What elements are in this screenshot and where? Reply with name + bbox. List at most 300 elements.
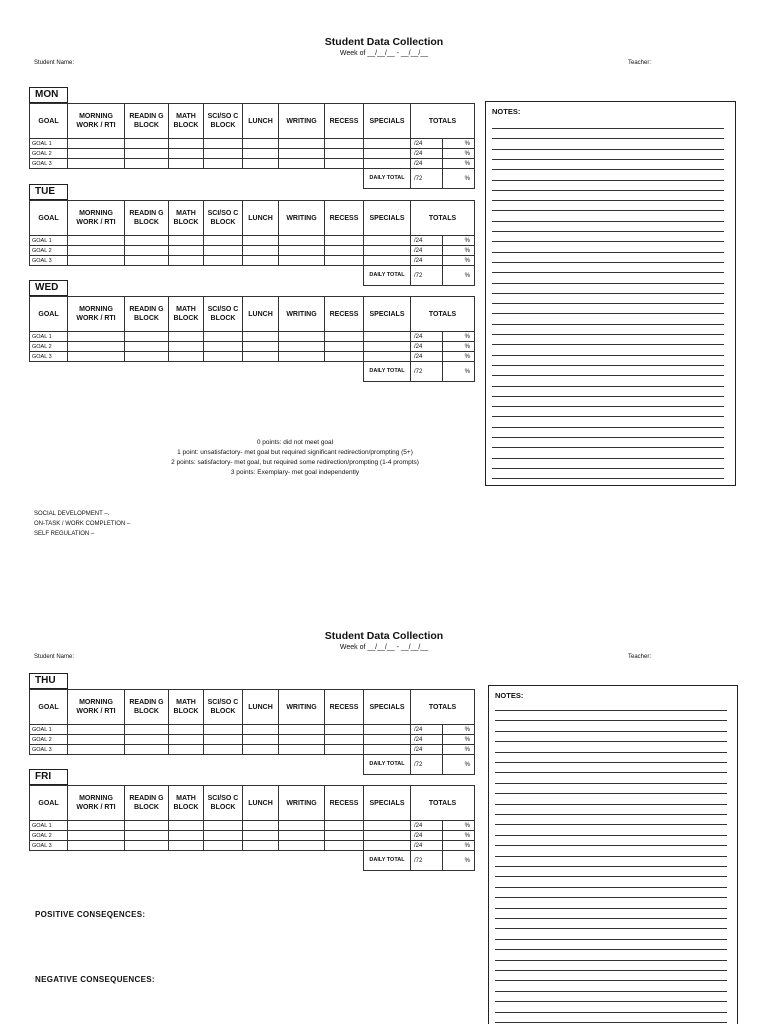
row-percent: % — [443, 149, 475, 159]
score-cell[interactable] — [204, 139, 243, 149]
daily-total-value: /72 — [411, 851, 443, 871]
daily-total-percent: % — [443, 169, 475, 189]
row-total: /24 — [411, 841, 443, 851]
goal-row — [30, 725, 475, 735]
score-cell[interactable] — [68, 256, 125, 266]
notes-line — [492, 375, 724, 376]
column-header: LUNCH — [243, 786, 279, 821]
score-cell[interactable] — [325, 821, 364, 831]
page-title-2: Student Data Collection — [324, 630, 444, 642]
goal-row — [30, 352, 475, 362]
column-header: TOTALS — [411, 201, 475, 236]
notes-line — [492, 128, 724, 129]
score-cell[interactable] — [169, 841, 204, 851]
column-header: LUNCH — [243, 201, 279, 236]
row-total: /24 — [411, 256, 443, 266]
daily-total-percent: % — [443, 362, 475, 382]
notes-line — [492, 416, 724, 417]
goal-row — [30, 246, 475, 256]
column-header: LUNCH — [243, 297, 279, 332]
notes-box-2 — [488, 685, 738, 1024]
score-cell[interactable] — [279, 735, 325, 745]
day-label-days_page1.0: MON — [29, 87, 68, 103]
column-header: MORNING WORK / RTI — [68, 297, 125, 332]
score-cell[interactable] — [204, 332, 243, 342]
row-percent: % — [443, 246, 475, 256]
score-cell[interactable] — [325, 745, 364, 755]
score-cell[interactable] — [243, 149, 279, 159]
spacer — [30, 266, 364, 286]
notes-line — [495, 720, 727, 721]
score-cell[interactable] — [243, 735, 279, 745]
goal-label: GOAL 3 — [30, 159, 68, 169]
score-cell[interactable] — [279, 159, 325, 169]
score-cell[interactable] — [325, 246, 364, 256]
row-percent: % — [443, 841, 475, 851]
goal-row — [30, 256, 475, 266]
column-header: READIN G BLOCK — [125, 690, 169, 725]
daily-total-value: /72 — [411, 169, 443, 189]
column-header: LUNCH — [243, 690, 279, 725]
score-cell[interactable] — [68, 342, 125, 352]
score-cell[interactable] — [169, 352, 204, 362]
row-percent: % — [443, 352, 475, 362]
notes-label-2: NOTES: — [495, 691, 524, 700]
score-cell[interactable] — [325, 342, 364, 352]
column-header: READIN G BLOCK — [125, 104, 169, 139]
score-cell[interactable] — [125, 841, 169, 851]
score-cell[interactable] — [364, 159, 411, 169]
day-table — [29, 103, 475, 189]
column-header: RECESS — [325, 690, 364, 725]
score-cell[interactable] — [125, 139, 169, 149]
row-total: /24 — [411, 332, 443, 342]
notes-line — [492, 344, 724, 345]
notes-line — [495, 845, 727, 846]
score-cell[interactable] — [279, 139, 325, 149]
row-total: /24 — [411, 149, 443, 159]
score-cell[interactable] — [169, 745, 204, 755]
notes-line — [492, 262, 724, 263]
column-header: TOTALS — [411, 690, 475, 725]
day-table — [29, 785, 475, 871]
score-cell[interactable] — [204, 159, 243, 169]
column-header: SPECIALS — [364, 201, 411, 236]
goal-row — [30, 841, 475, 851]
notes-line — [492, 334, 724, 335]
row-total: /24 — [411, 725, 443, 735]
score-cell[interactable] — [325, 352, 364, 362]
goal-label: GOAL 1 — [30, 821, 68, 831]
score-cell[interactable] — [243, 236, 279, 246]
notes-line — [492, 231, 724, 232]
goal-row — [30, 332, 475, 342]
column-header: SCI/SO C BLOCK — [204, 201, 243, 236]
score-cell[interactable] — [243, 725, 279, 735]
score-cell[interactable] — [279, 841, 325, 851]
points-legend — [0, 438, 590, 478]
legend-line: 0 points: did not meet goal — [256, 439, 334, 446]
daily-total-label: DAILY TOTAL — [364, 755, 411, 775]
notes-line — [492, 478, 724, 479]
notes-line — [492, 406, 724, 407]
notes-box — [485, 101, 736, 486]
column-header: GOAL — [30, 690, 68, 725]
score-cell[interactable] — [68, 246, 125, 256]
score-cell[interactable] — [169, 149, 204, 159]
column-header: MATH BLOCK — [169, 297, 204, 332]
score-cell[interactable] — [68, 236, 125, 246]
goal-categories — [34, 509, 130, 539]
row-percent: % — [443, 159, 475, 169]
goal-row — [30, 139, 475, 149]
row-percent: % — [443, 745, 475, 755]
score-cell[interactable] — [364, 236, 411, 246]
notes-line — [495, 835, 727, 836]
notes-line — [492, 427, 724, 428]
notes-line — [495, 949, 727, 950]
page-title: Student Data Collection — [324, 36, 444, 48]
score-cell[interactable] — [68, 149, 125, 159]
score-cell[interactable] — [169, 735, 204, 745]
score-cell[interactable] — [243, 342, 279, 352]
score-cell[interactable] — [364, 831, 411, 841]
score-cell[interactable] — [68, 159, 125, 169]
notes-line — [492, 180, 724, 181]
score-cell[interactable] — [364, 725, 411, 735]
goal-row — [30, 342, 475, 352]
score-cell[interactable] — [125, 342, 169, 352]
score-cell[interactable] — [279, 342, 325, 352]
score-cell[interactable] — [279, 236, 325, 246]
notes-line — [492, 386, 724, 387]
goal-row — [30, 821, 475, 831]
notes-line — [495, 741, 727, 742]
column-header: MORNING WORK / RTI — [68, 104, 125, 139]
score-cell[interactable] — [364, 342, 411, 352]
column-header: TOTALS — [411, 104, 475, 139]
day-table — [29, 200, 475, 286]
column-header: TOTALS — [411, 786, 475, 821]
column-header: GOAL — [30, 201, 68, 236]
score-cell[interactable] — [68, 352, 125, 362]
notes-line — [492, 241, 724, 242]
notes-line — [495, 960, 727, 961]
score-cell[interactable] — [68, 831, 125, 841]
goal-row — [30, 149, 475, 159]
score-cell[interactable] — [125, 821, 169, 831]
score-cell[interactable] — [364, 149, 411, 159]
daily-total-value: /72 — [411, 266, 443, 286]
notes-line — [492, 293, 724, 294]
score-cell[interactable] — [125, 256, 169, 266]
goal-label: GOAL 3 — [30, 256, 68, 266]
category-social: SOCIAL DEVELOPMENT –. — [34, 511, 110, 517]
column-header: SCI/SO C BLOCK — [204, 690, 243, 725]
score-cell[interactable] — [68, 745, 125, 755]
score-cell[interactable] — [325, 735, 364, 745]
score-cell[interactable] — [204, 246, 243, 256]
score-cell[interactable] — [243, 745, 279, 755]
score-cell[interactable] — [325, 725, 364, 735]
notes-line — [495, 710, 727, 711]
goal-row — [30, 831, 475, 841]
goal-label: GOAL 3 — [30, 352, 68, 362]
score-cell[interactable] — [204, 352, 243, 362]
score-cell[interactable] — [68, 139, 125, 149]
row-percent: % — [443, 735, 475, 745]
goal-row — [30, 236, 475, 246]
row-total: /24 — [411, 236, 443, 246]
row-total: /24 — [411, 246, 443, 256]
score-cell[interactable] — [243, 821, 279, 831]
score-cell[interactable] — [364, 139, 411, 149]
daily-total-value: /72 — [411, 755, 443, 775]
column-header: SPECIALS — [364, 786, 411, 821]
score-cell[interactable] — [125, 745, 169, 755]
score-cell[interactable] — [204, 841, 243, 851]
score-cell[interactable] — [325, 831, 364, 841]
score-cell[interactable] — [243, 841, 279, 851]
score-cell[interactable] — [204, 821, 243, 831]
score-cell[interactable] — [125, 246, 169, 256]
goal-label: GOAL 2 — [30, 831, 68, 841]
notes-line — [495, 908, 727, 909]
column-header: RECESS — [325, 201, 364, 236]
row-percent: % — [443, 725, 475, 735]
score-cell[interactable] — [325, 139, 364, 149]
score-cell[interactable] — [243, 139, 279, 149]
notes-line — [495, 980, 727, 981]
score-cell[interactable] — [243, 332, 279, 342]
score-cell[interactable] — [325, 149, 364, 159]
goal-row — [30, 159, 475, 169]
notes-line — [495, 897, 727, 898]
score-cell[interactable] — [364, 821, 411, 831]
spacer — [30, 755, 364, 775]
column-header: MATH BLOCK — [169, 104, 204, 139]
score-cell[interactable] — [279, 246, 325, 256]
positive-consequences-label: POSITIVE CONSEQENCES: — [35, 910, 146, 919]
row-total: /24 — [411, 735, 443, 745]
score-cell[interactable] — [243, 246, 279, 256]
notes-line — [495, 876, 727, 877]
legend-line: 1 point: unsatisfactory- met goal but required significant redirection/prompting (5+) — [177, 449, 413, 456]
score-cell[interactable] — [279, 725, 325, 735]
score-cell[interactable] — [364, 745, 411, 755]
goal-label: GOAL 2 — [30, 342, 68, 352]
score-cell[interactable] — [68, 841, 125, 851]
column-header: WRITING — [279, 104, 325, 139]
column-header: READIN G BLOCK — [125, 201, 169, 236]
day-label-days_page2.0: THU — [29, 673, 68, 689]
daily-total-percent: % — [443, 851, 475, 871]
row-total: /24 — [411, 159, 443, 169]
score-cell[interactable] — [169, 725, 204, 735]
notes-line — [495, 856, 727, 857]
score-cell[interactable] — [204, 342, 243, 352]
notes-line — [492, 272, 724, 273]
score-cell[interactable] — [125, 236, 169, 246]
column-header: RECESS — [325, 104, 364, 139]
row-total: /24 — [411, 821, 443, 831]
column-header: WRITING — [279, 786, 325, 821]
score-cell[interactable] — [279, 149, 325, 159]
row-percent: % — [443, 256, 475, 266]
daily-total-label: DAILY TOTAL — [364, 266, 411, 286]
category-self-regulation: SELF REGULATION – — [34, 531, 95, 537]
score-cell[interactable] — [68, 725, 125, 735]
score-cell[interactable] — [325, 256, 364, 266]
score-cell[interactable] — [169, 342, 204, 352]
score-cell[interactable] — [364, 332, 411, 342]
score-cell[interactable] — [125, 159, 169, 169]
column-header: GOAL — [30, 786, 68, 821]
day-label-days_page1.1: TUE — [29, 184, 68, 200]
category-on-task: ON-TASK / WORK COMPLETION – — [34, 521, 131, 527]
score-cell[interactable] — [204, 149, 243, 159]
score-cell[interactable] — [68, 735, 125, 745]
student-name-label-2: Student Name: — [34, 654, 75, 660]
row-total: /24 — [411, 745, 443, 755]
notes-line — [495, 814, 727, 815]
notes-line — [492, 324, 724, 325]
score-cell[interactable] — [68, 332, 125, 342]
score-cell[interactable] — [169, 831, 204, 841]
notes-line — [495, 970, 727, 971]
daily-total-label: DAILY TOTAL — [364, 362, 411, 382]
score-cell[interactable] — [204, 831, 243, 841]
score-cell[interactable] — [169, 159, 204, 169]
daily-total-percent: % — [443, 755, 475, 775]
score-cell[interactable] — [169, 236, 204, 246]
score-cell[interactable] — [325, 332, 364, 342]
row-percent: % — [443, 342, 475, 352]
score-cell[interactable] — [125, 352, 169, 362]
daily-total-value: /72 — [411, 362, 443, 382]
score-cell[interactable] — [125, 149, 169, 159]
legend-line: 3 points: Exemplary- met goal independently — [230, 469, 360, 476]
notes-line — [495, 866, 727, 867]
row-total: /24 — [411, 139, 443, 149]
score-cell[interactable] — [204, 735, 243, 745]
score-cell[interactable] — [204, 725, 243, 735]
column-header: MORNING WORK / RTI — [68, 690, 125, 725]
score-cell[interactable] — [364, 352, 411, 362]
column-header: WRITING — [279, 297, 325, 332]
row-total: /24 — [411, 342, 443, 352]
score-cell[interactable] — [125, 735, 169, 745]
notes-line — [495, 1001, 727, 1002]
goal-label: GOAL 1 — [30, 139, 68, 149]
spacer — [30, 169, 364, 189]
score-cell[interactable] — [325, 159, 364, 169]
score-cell[interactable] — [279, 332, 325, 342]
row-percent: % — [443, 332, 475, 342]
goal-label: GOAL 1 — [30, 236, 68, 246]
goal-row — [30, 735, 475, 745]
notes-line — [492, 365, 724, 366]
notes-line — [495, 752, 727, 753]
notes-line — [495, 783, 727, 784]
row-total: /24 — [411, 831, 443, 841]
score-cell[interactable] — [169, 246, 204, 256]
negative-consequences-label: NEGATIVE CONSEQUENCES: — [35, 975, 155, 984]
row-percent: % — [443, 139, 475, 149]
column-header: MATH BLOCK — [169, 690, 204, 725]
goal-label: GOAL 1 — [30, 332, 68, 342]
score-cell[interactable] — [204, 236, 243, 246]
score-cell[interactable] — [364, 256, 411, 266]
row-total: /24 — [411, 352, 443, 362]
notes-line — [492, 355, 724, 356]
score-cell[interactable] — [325, 841, 364, 851]
notes-line — [492, 138, 724, 139]
score-cell[interactable] — [325, 236, 364, 246]
notes-line — [492, 210, 724, 211]
goal-label: GOAL 2 — [30, 149, 68, 159]
score-cell[interactable] — [125, 725, 169, 735]
notes-line — [495, 1012, 727, 1013]
score-cell[interactable] — [125, 831, 169, 841]
notes-line — [495, 762, 727, 763]
column-header: MATH BLOCK — [169, 786, 204, 821]
score-cell[interactable] — [125, 332, 169, 342]
score-cell[interactable] — [204, 256, 243, 266]
score-cell[interactable] — [169, 332, 204, 342]
notes-line — [492, 159, 724, 160]
notes-line — [492, 252, 724, 253]
notes-line — [495, 824, 727, 825]
score-cell[interactable] — [68, 821, 125, 831]
column-header: SPECIALS — [364, 104, 411, 139]
score-cell[interactable] — [279, 821, 325, 831]
score-cell[interactable] — [279, 352, 325, 362]
score-cell[interactable] — [169, 821, 204, 831]
notes-line — [495, 918, 727, 919]
score-cell[interactable] — [279, 256, 325, 266]
notes-line — [492, 200, 724, 201]
score-cell[interactable] — [364, 841, 411, 851]
score-cell[interactable] — [169, 139, 204, 149]
notes-line — [495, 887, 727, 888]
score-cell[interactable] — [364, 246, 411, 256]
row-percent: % — [443, 236, 475, 246]
score-cell[interactable] — [364, 735, 411, 745]
score-cell[interactable] — [279, 745, 325, 755]
score-cell[interactable] — [169, 256, 204, 266]
score-cell[interactable] — [279, 831, 325, 841]
notes-line — [492, 190, 724, 191]
column-header: TOTALS — [411, 297, 475, 332]
score-cell[interactable] — [243, 352, 279, 362]
score-cell[interactable] — [243, 256, 279, 266]
score-cell[interactable] — [243, 159, 279, 169]
student-name-label: Student Name: — [34, 60, 75, 66]
daily-total-label: DAILY TOTAL — [364, 169, 411, 189]
goal-row — [30, 745, 475, 755]
column-header: MATH BLOCK — [169, 201, 204, 236]
column-header: WRITING — [279, 201, 325, 236]
column-header: SCI/SO C BLOCK — [204, 297, 243, 332]
day-table — [29, 689, 475, 775]
score-cell[interactable] — [243, 831, 279, 841]
score-cell[interactable] — [204, 745, 243, 755]
legend-line: 2 points: satisfactory- met goal, but required some redirection/prompting (1-4 prompts) — [171, 459, 419, 466]
column-header: WRITING — [279, 690, 325, 725]
teacher-label: Teacher: — [628, 60, 652, 66]
notes-line — [495, 1022, 727, 1023]
